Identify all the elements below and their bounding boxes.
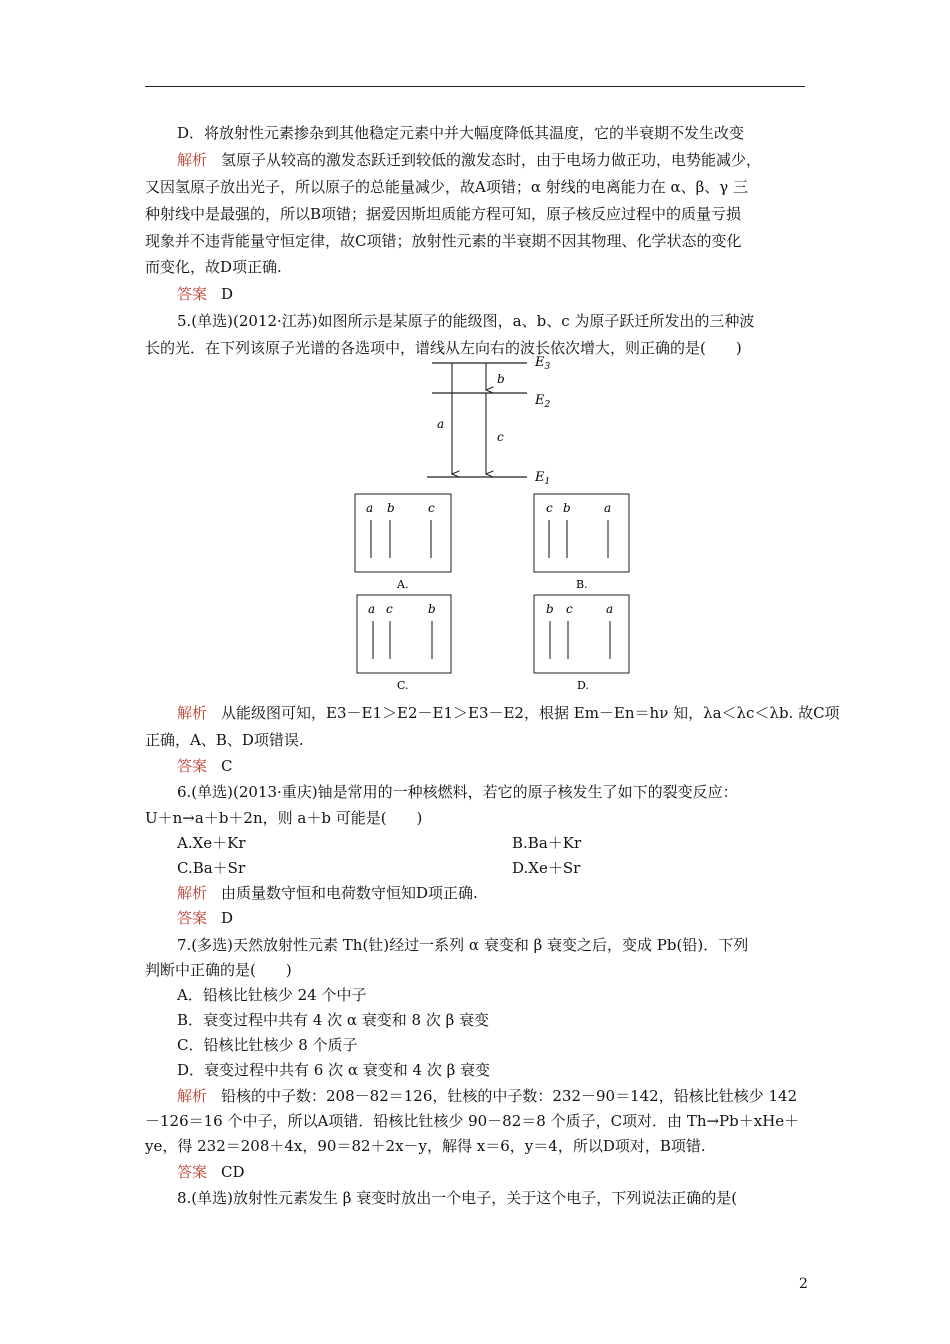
text-line: 种射线中是最强的，所以B项错；据爱因斯坦质能方程可知，原子核反应过程中的质量亏损 [145,205,742,223]
transition-label: c [497,430,504,444]
text-line: 7.(多选)天然放射性元素 Th(钍)经过一系列 α 衰变和 β 衰变之后，变成 Pb(铅)．下列 [177,936,749,954]
text-line: 答案 C [177,757,233,775]
level-label: $E_3$ [535,355,551,372]
spectrum-line-label: b [428,602,436,616]
spectrum-line-label: c [386,602,393,616]
choice-c: C．铅核比钍核少 8 个质子 [177,1036,358,1054]
option-label: C. [397,679,409,692]
answer-label: 答案 [177,909,208,927]
choice-c: C.Ba＋Sr [177,859,246,877]
text-line: U＋n→a＋b＋2n，则 a＋b 可能是( ) [145,809,423,827]
text-line: D．将放射性元素掺杂到其他稳定元素中并大幅度降低其温度，它的半衰期不发生改变 [177,124,745,142]
level-label: $E_1$ [535,470,551,487]
choice-a: A．铅核比钍核少 24 个中子 [177,986,367,1004]
text-line: 解析 由质量数守恒和电荷数守恒知D项正确. [177,884,478,902]
spectrum-line-label: a [604,501,612,515]
text-line: 判断中正确的是( ) [145,961,292,979]
text-line: 解析 氢原子从较高的激发态跃迁到较低的激发态时，由于电场力做正功，电势能减少， [177,151,762,169]
spectrum-line-label: a [366,501,374,515]
spectrum-line-label: a [606,602,614,616]
text-line: 8.(单选)放射性元素发生 β 衰变时放出一个电子，关于这个电子，下列说法正确的是( [177,1189,738,1207]
text-line: 正确，A、B、D项错误. [145,731,304,749]
transition-label: a [437,417,445,431]
spectrum-line-label: b [387,501,395,515]
spectrum-line-label: c [428,501,435,515]
text-line: 6.(单选)(2013·重庆)铀是常用的一种核燃料，若它的原子核发生了如下的裂变反应： [177,783,738,801]
level-label: $E_2$ [535,393,551,410]
text-line: 又因氢原子放出光子，所以原子的总能量减少，故A项错；α 射线的电离能力在 α、β、γ 三 [145,178,749,196]
choice-b: B.Ba＋Kr [512,834,582,852]
text-line: 解析 铅核的中子数：208－82＝126，钍核的中子数：232－90＝142，铅核比钍核少 142 [177,1087,798,1105]
transition-label: b [497,372,505,386]
text-line: ye，得 232＝208＋4x，90＝82＋2x－y，解得 x＝6，y＝4，所以D项对，B项错. [145,1137,706,1155]
choice-a: A.Xe＋Kr [177,834,246,852]
analysis-label: 解析 [177,704,208,722]
text-line: 答案 CD [177,1163,245,1181]
choice-d: D．衰变过程中共有 6 次 α 衰变和 4 次 β 衰变 [177,1061,491,1079]
text-line: 答案 D [177,285,234,303]
option-label: D. [577,679,589,692]
spectrum-line-label: c [546,501,553,515]
spectrum-line-label: c [566,602,573,616]
choice-d: D.Xe＋Sr [512,859,581,877]
option-label: B. [576,578,588,591]
spectrum-line-label: a [368,602,376,616]
analysis-label: 解析 [177,151,208,169]
answer-label: 答案 [177,1163,208,1181]
answer-label: 答案 [177,757,208,775]
text-line: 解析 从能级图可知，E3－E1＞E2－E1＞E3－E2，根据 Em－En＝hν 知，λa＜λc＜λb. 故C项 [177,704,840,722]
text-line: 而变化，故D项正确. [145,258,282,276]
analysis-label: 解析 [177,1087,208,1105]
text-line: 答案 D [177,909,234,927]
spectrum-line-label: b [563,501,571,515]
text-line: 长的光．在下列该原子光谱的各选项中，谱线从左向右的波长依次增大，则正确的是( ) [145,339,742,357]
answer-label: 答案 [177,285,208,303]
option-label: A. [397,578,409,591]
choice-b: B．衰变过程中共有 4 次 α 衰变和 8 次 β 衰变 [177,1011,490,1029]
spectrum-line-label: b [546,602,554,616]
text-line: 5.(单选)(2012·江苏)如图所示是某原子的能级图，a、b、c 为原子跃迁所发出的三种波 [177,312,755,330]
text-line: －126＝16 个中子，所以A项错．铅核比钍核少 90－82＝8 个质子，C项对．由 Th→Pb＋xHe＋ [145,1112,800,1130]
text-line: 现象并不违背能量守恒定律，故C项错；放射性元素的半衰期不因其物理、化学状态的变化 [145,232,742,250]
analysis-label: 解析 [177,884,208,902]
page-number: 2 [799,1276,808,1292]
